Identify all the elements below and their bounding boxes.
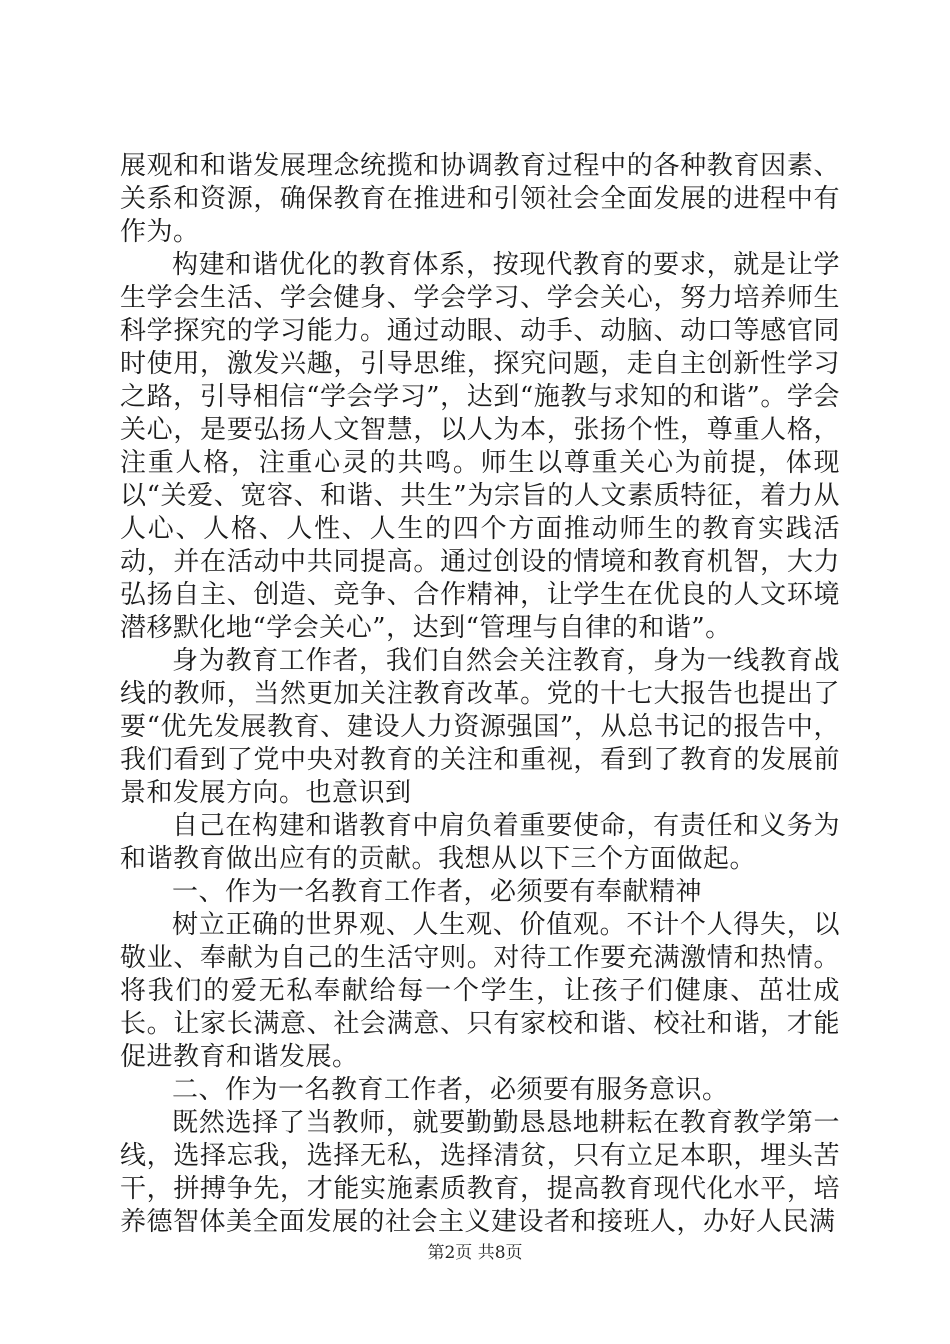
paragraph-2: 构建和谐优化的教育体系，按现代教育的要求，就是让学生学会生活、学会健身、学会学习、学会关心，努力培养师生科学探究的学习能力。通过动眼、动手、动脑、动口等感官同时使用，激发兴趣，引导思维，探究问题，走自主创新性学习之路，引导相信“学会学习”，达到“施教与求知的和谐”。学会关心，是要弘扬人文智慧，以人为本，张扬个性，尊重人格，注重人格，注重心灵的共鸣。师生以尊重关心为前提，体现以“关爱、宽容、和谐、共生”为宗旨的人文素质特征，着力从人心、人格、人性、人生的四个方面推动师生的教育实践活动，并在活动中共同提高。通过创设的情境和教育机智，大力弘扬自主、创造、竞争、合作精神，让学生在优良的人文环境潜移默化地“学会关心”，达到“管理与自律的和谐”。 (120, 250, 840, 643)
section-heading-2: 二、作为一名教育工作者，必须要有服务意识。 (172, 1075, 729, 1105)
paragraph-4: 自己在构建和谐教育中肩负着重要使命，有责任和义务为和谐教育做出应有的贡献。我想从以下三个方面做起。 (120, 811, 840, 874)
paragraph-3: 身为教育工作者，我们自然会关注教育，身为一线教育战线的教师，当然更加关注教育改革。党的十七大报告也提出了要“优先发展教育、建设人力资源强国”，从总书记的报告中，我们看到了党中央对教育的关注和重视，看到了教育的发展前景和发展方向。也意识到 (120, 646, 840, 808)
paragraph-6: 既然选择了当教师，就要勤勤恳恳地耕耘在教育教学第一线，选择忘我，选择无私，选择清贫，只有立足本职，埋头苦干，拼搏争先，才能实施素质教育，提高教育现代化水平，培养德智体美全面发展的社会主义建设者和接班人，办好人民满 (120, 1108, 840, 1237)
page-number-footer: 第2页 共8页 (427, 1243, 523, 1263)
paragraph-1: 展观和和谐发展理念统揽和协调教育过程中的各种教育因素、关系和资源，确保教育在推进和引领社会全面发展的进程中有作为。 (120, 151, 840, 247)
paragraph-5: 树立正确的世界观、人生观、价值观。不计个人得失，以敬业、奉献为自己的生活守则。对待工作要充满激情和热情。将我们的爱无私奉献给每一个学生，让孩子们健康、茁壮成长。让家长满意、社会满意、只有家校和谐、校社和谐，才能促进教育和谐发展。 (120, 910, 840, 1072)
section-heading-1: 一、作为一名教育工作者，必须要有奉献精神 (172, 877, 703, 907)
document-body (120, 150, 840, 1239)
